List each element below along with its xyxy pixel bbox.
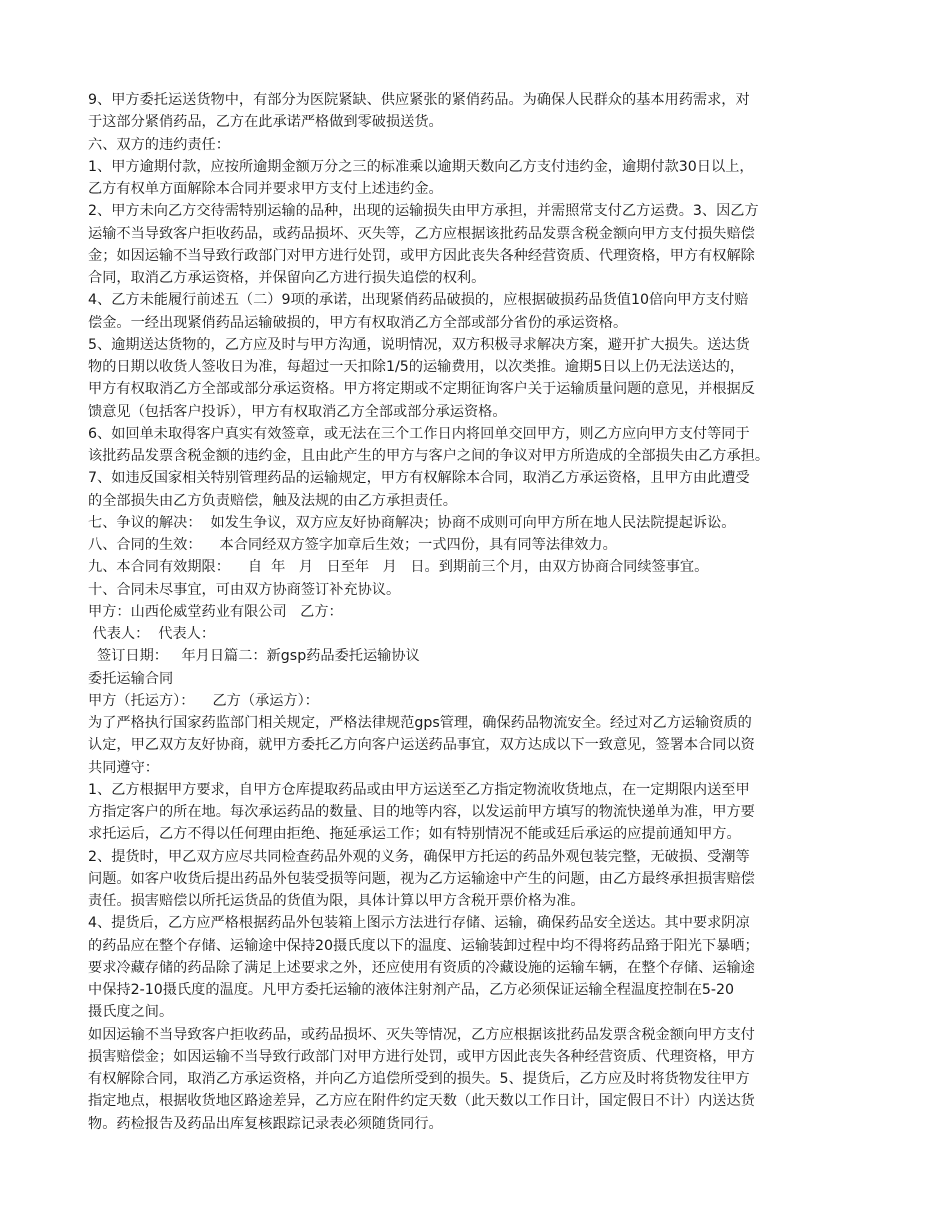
text-line: 运输不当导致客户拒收药品，或药品损坏、灭失等，乙方应根据该批药品发票含税金额向甲方支付损失赔偿 (88, 225, 755, 242)
text-line: 2、甲方未向乙方交待需特别运输的品种，出现的运输损失由甲方承担，并需照常支付乙方运费。3、因乙方 (88, 203, 759, 220)
text-line: 2、提货时，甲乙双方应尽共同检查药品外观的义务，确保甲方托运的药品外观包装完整，无破损、受潮等 (88, 848, 750, 865)
text-line: 六、双方的违约责任： (88, 136, 230, 153)
text-line: 的药品应在整个存储、运输途中保持20摄氏度以下的温度、运输装卸过程中均不得将药品臵于阳光下暴晒； (88, 937, 759, 954)
text-line: 1、乙方根据甲方要求，自甲方仓库提取药品或由甲方运送至乙方指定物流收货地点，在一定期限内送至甲 (88, 781, 750, 798)
text-line: 馈意见（包括客户投诉），甲方有权取消乙方全部或部分承运资格。 (88, 403, 507, 420)
text-line: 甲方有权取消乙方全部或部分承运资格。甲方将定期或不定期征询客户关于运输质量问题的意见，并根据反 (88, 381, 755, 398)
text-line: 有权解除合同，取消乙方承运资格，并向乙方追偿所受到的损失。5、提货后，乙方应及时将货物发往甲方 (88, 1071, 750, 1087)
text-line: 的全部损失由乙方负责赔偿，触及法规的由乙方承担责任。 (88, 492, 457, 509)
text-line: 为了严格执行国家药监部门相关规定，严格法律规范gps管理，确保药品物流安全。经过对乙方运输资质的 (88, 715, 752, 731)
text-line: 偿金。一经出现紧俏药品运输破损的，甲方有权取消乙方全部或部分省份的承运资格。 (88, 314, 628, 331)
text-line: 七、争议的解决： 如发生争议，双方应友好协商解决；协商不成则可向甲方所在地人民法院提起诉讼。 (88, 514, 736, 531)
document-body (88, 89, 866, 1135)
text-line: 方指定客户的所在地。每次承运药品的数量、目的地等内容，以发运前甲方填写的物流快递单为准，甲方要 (88, 804, 755, 820)
text-line: 该批药品发票含税金额的违约金，且由此产生的甲方与客户之间的争议对甲方所造成的全部损失由乙方承担。 (88, 448, 770, 464)
text-line: 认定，甲乙双方友好协商，就甲方委托乙方向客户运送药品事宜，双方达成以下一致意见，签署本合同以资 (88, 737, 755, 754)
text-line: 物。药检报告及药品出库复核跟踪记录表必须随货同行。 (88, 1115, 443, 1132)
text-line: 7、如违反国家相关特别管理药品的运输规定，甲方有权解除本合同，取消乙方承运资格，且甲方由此遭受 (88, 470, 750, 487)
text-line: 要求冷藏存储的药品除了满足上述要求之外，还应使用有资质的冷藏设施的运输车辆，在整个存储、运输途 (88, 959, 755, 976)
text-line: 甲方：山西伦威堂药业有限公司 乙方： (88, 603, 343, 620)
text-line: 4、提货后，乙方应严格根据药品外包装箱上图示方法进行存储、运输，确保药品安全送达。其中要求阴凉 (88, 915, 750, 932)
text-line: 损害赔偿金；如因运输不当导致行政部门对甲方进行处罚，或甲方因此丧失各种经营资质、代理资格，甲方 (88, 1048, 755, 1065)
text-line: 合同，取消乙方承运资格，并保留向乙方进行损失追偿的权利。 (88, 270, 486, 286)
text-line: 甲方（托运方）： 乙方（承运方）： (88, 692, 319, 709)
text-line: 1、甲方逾期付款，应按所逾期金额万分之三的标准乘以逾期天数向乙方支付违约金，逾期付款30日以上， (88, 158, 754, 175)
text-line: 如因运输不当导致客户拒收药品，或药品损坏、灭失等情况，乙方应根据该批药品发票含税金额向甲方支付 (88, 1026, 755, 1043)
text-line: 6、如回单未取得客户真实有效签章，或无法在三个工作日内将回单交回甲方，则乙方应向甲方支付等同于 (88, 425, 750, 442)
text-line: 代表人： 代表人： (88, 626, 216, 642)
text-line: 4、乙方未能履行前述五（二）9项的承诺，出现紧俏药品破损的，应根据破损药品货值10倍向甲方支付赔 (88, 292, 749, 309)
text-line: 中保持2-10摄氏度的温度。凡甲方委托运输的液体注射剂产品，乙方必须保证运输全程温度控制在5-20 (88, 982, 735, 998)
text-line: 金；如因运输不当导致行政部门对甲方进行处罚，或甲方因此丧失各种经营资质、代理资格，甲方有权解除 (88, 247, 755, 264)
text-line: 责任。损害赔偿以所托运货品的货值为限，具体计算以甲方含税开票价格为准。 (88, 893, 585, 909)
text-line: 物的日期以收货人签收日为准，每超过一天扣除1/5的运输费用，以次类推。逾期5日以上仍无法送达的， (88, 359, 745, 375)
text-line: 问题。如客户收货后提出药品外包装受损等问题，视为乙方运输途中产生的问题，由乙方最终承担损害赔偿 (88, 870, 755, 887)
text-line: 委托运输合同 (88, 670, 174, 687)
text-line: 求托运后，乙方不得以任何理由拒绝、拖延承运工作；如有特别情况不能或廷后承运的应提前通知甲方。 (88, 826, 741, 843)
text-line: 于这部分紧俏药品，乙方在此承诺严格做到零破损送货。 (88, 114, 443, 131)
text-line: 9、甲方委托运送货物中，有部分为医院紧缺、供应紧张的紧俏药品。为确保人民群众的基本用药需求，对 (88, 92, 750, 108)
text-line: 九、本合同有效期限： 自 年 月 日至年 月 日。到期前三个月，由双方协商合同续签事宜。 (88, 559, 709, 576)
text-line: 5、逾期送达货物的，乙方应及时与甲方沟通，说明情况，双方积极寻求解决方案，避开扩大损失。送达货 (88, 336, 750, 353)
text-line: 指定地点，根据收货地区路途差异，乙方应在附件约定天数（此天数以工作日计，国定假日不计）内送达货 (88, 1093, 755, 1110)
text-line: 签订日期： 年月日篇二：新gsp药品委托运输协议 (88, 648, 420, 665)
text-line: 八、合同的生效： 本合同经双方签字加章后生效；一式四份，具有同等法律效力。 (88, 537, 617, 553)
text-line: 十、合同未尽事宜，可由双方协商签订补充协议。 (88, 581, 401, 598)
text-line: 共同遵守： (88, 759, 159, 776)
text-line: 摄氏度之间。 (88, 1004, 174, 1021)
text-line: 乙方有权单方面解除本合同并要求甲方支付上述违约金。 (88, 181, 443, 197)
